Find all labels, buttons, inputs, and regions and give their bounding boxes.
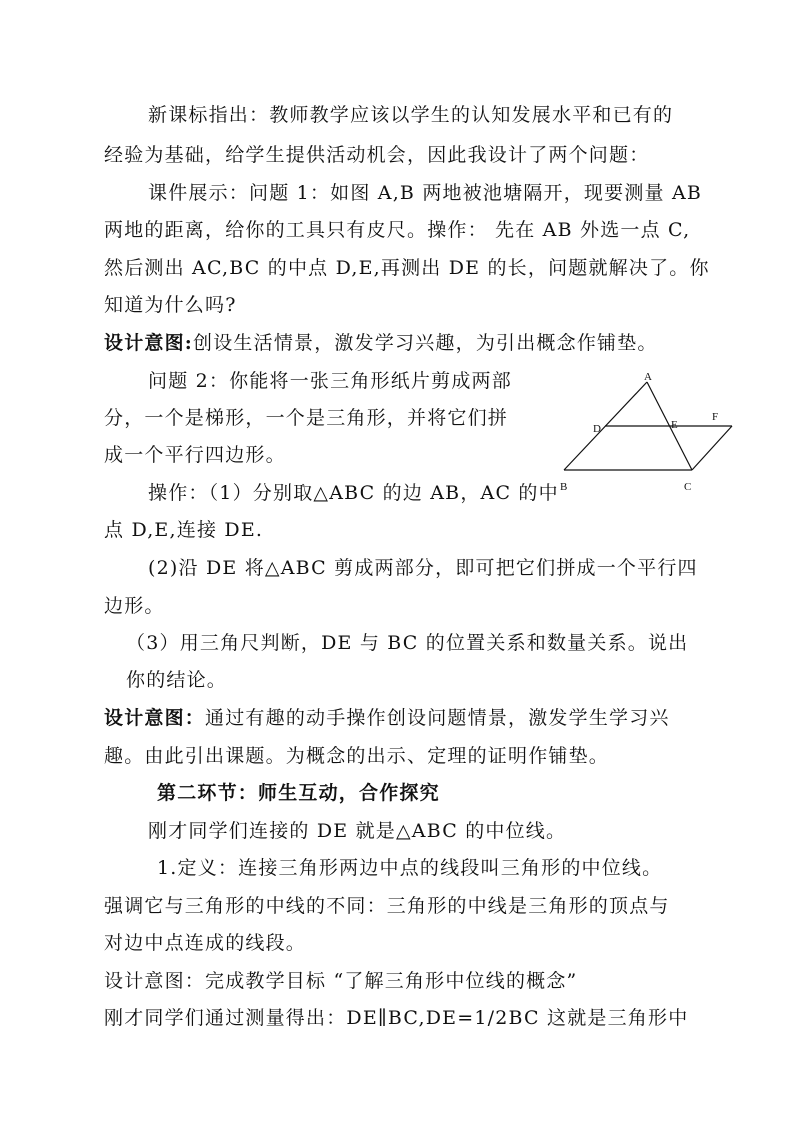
paragraph-line: 刚才同学们通过测量得出：DE∥BC,DE=1/2BC 这就是三角形中 (104, 1007, 689, 1029)
paragraph-line: 边形。 (104, 595, 165, 617)
paragraph-line: 两地的距离，给你的工具只有皮尺。操作： 先在 AB 外选一点 C, (104, 219, 691, 241)
design-intent-text: 创设生活情景，激发学习兴趣，为引出概念作铺垫。 (193, 332, 658, 354)
design-intent-line (104, 331, 658, 355)
paragraph-line: 设计意图：完成教学目标 “了解三角形中位线的概念” (104, 970, 578, 992)
paragraph-line: 强调它与三角形的中线的不同：三角形的中线是三角形的顶点与 (104, 895, 670, 917)
paragraph-line: 对边中点连成的线段。 (104, 932, 307, 954)
design-intent-label: 设计意图: (104, 332, 194, 354)
paragraph-line: 问题 2：你能将一张三角形纸片剪成两部 (148, 370, 512, 392)
paragraph-line: 然后测出 AC,BC 的中点 D,E,再测出 DE 的长，问题就解决了。你 (104, 257, 710, 279)
paragraph-line: 新课标指出：教师教学应该以学生的认知发展水平和已有的 (148, 104, 674, 126)
label-F: F (712, 411, 719, 423)
paragraph-line: 点 D,E,连接 DE. (104, 519, 264, 541)
design-intent-text: 通过有趣的动手操作创设问题情景，激发学生学习兴 (205, 707, 670, 729)
triangle-diagram (558, 362, 738, 500)
design-intent-label: 设计意图： (104, 707, 206, 729)
paragraph-line: 课件展示：问题 1：如图 A,B 两地被池塘隔开，现要测量 AB (148, 182, 703, 204)
paragraph-line: （3）用三角尺判断，DE 与 BC 的位置关系和数量关系。说出 (126, 632, 689, 654)
label-A: A (644, 371, 652, 383)
label-C: C (684, 481, 692, 493)
paragraph-line: 分，一个是梯形，一个是三角形，并将它们拼 (104, 407, 509, 429)
paragraph-line: 知道为什么吗? (104, 294, 237, 316)
paragraph-line: 成一个平行四边形。 (104, 444, 286, 466)
paragraph-line: (2)沿 DE 将△ABC 剪成两部分，即可把它们拼成一个平行四 (148, 557, 698, 579)
label-B: B (560, 481, 568, 493)
paragraph-line: 操作：（1）分别取△ABC 的边 AB，AC 的中 (148, 482, 559, 504)
label-D: D (593, 423, 601, 435)
paragraph-line: 趣。由此引出课题。为概念的出示、定理的证明作铺垫。 (104, 745, 610, 767)
paragraph-line: 1.定义：连接三角形两边中点的线段叫三角形的中位线。 (157, 857, 663, 879)
label-E: E (671, 419, 678, 431)
section-title: 第二环节：师生互动，合作探究 (157, 782, 440, 804)
paragraph-line: 经验为基础，给学生提供活动机会，因此我设计了两个问题： (104, 144, 650, 166)
paragraph-line: 刚才同学们连接的 DE 就是△ABC 的中位线。 (148, 820, 567, 842)
design-intent-line (104, 706, 670, 730)
segment-FC (692, 426, 732, 470)
triangle-midline-figure (558, 362, 738, 500)
paragraph-line: 你的结论。 (126, 669, 228, 691)
